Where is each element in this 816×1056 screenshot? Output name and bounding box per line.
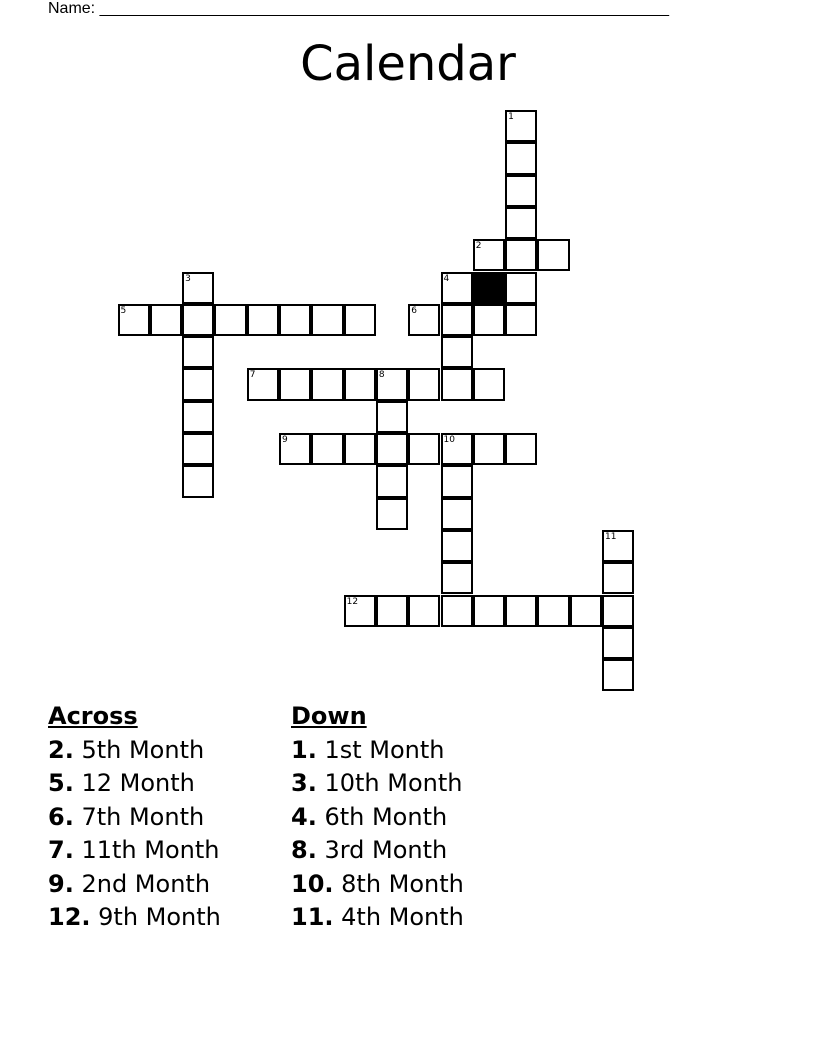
crossword-cell[interactable] bbox=[408, 595, 440, 627]
clue-text: 5th Month bbox=[73, 735, 205, 764]
crossword-cell[interactable] bbox=[214, 304, 246, 336]
clue-number-label: 3 bbox=[185, 273, 191, 284]
clue-number: 9. bbox=[48, 869, 74, 898]
across-clue bbox=[48, 868, 221, 902]
clue-number-label: 1 bbox=[508, 112, 514, 122]
clue-number-label: 10 bbox=[443, 435, 455, 445]
crossword-cell[interactable] bbox=[441, 530, 473, 562]
crossword-cell[interactable] bbox=[602, 659, 634, 691]
clue-text: 6th Month bbox=[316, 802, 448, 831]
across-clues bbox=[48, 700, 221, 935]
crossword-cell[interactable] bbox=[537, 239, 569, 271]
crossword-cell[interactable] bbox=[537, 595, 569, 627]
crossword-cell[interactable] bbox=[376, 401, 408, 433]
crossword-cell[interactable] bbox=[311, 304, 343, 336]
crossword-cell[interactable] bbox=[408, 304, 440, 336]
clue-text: 11th Month bbox=[73, 836, 220, 864]
down-heading: Down bbox=[291, 702, 367, 730]
clue-text: 2nd Month bbox=[73, 869, 211, 898]
crossword-cell[interactable] bbox=[602, 562, 634, 594]
clue-text: 4th Month bbox=[333, 903, 464, 931]
crossword-cell[interactable] bbox=[311, 433, 343, 465]
clue-number-label: 11 bbox=[605, 531, 617, 542]
clue-number: 6. bbox=[48, 802, 74, 831]
crossword-cell[interactable] bbox=[344, 595, 376, 627]
crossword-cell[interactable] bbox=[505, 239, 537, 271]
crossword-cell[interactable] bbox=[376, 368, 408, 400]
clue-text: 10th Month bbox=[316, 769, 463, 797]
crossword-cell[interactable] bbox=[505, 304, 537, 336]
crossword-cell[interactable] bbox=[473, 595, 505, 627]
crossword-cell[interactable] bbox=[441, 272, 473, 304]
crossword-cell[interactable] bbox=[247, 304, 279, 336]
clue-number-label: 12 bbox=[346, 596, 359, 607]
crossword-cell[interactable] bbox=[344, 433, 376, 465]
crossword-cell[interactable] bbox=[473, 304, 505, 336]
crossword-cell[interactable] bbox=[602, 627, 634, 659]
across-clue bbox=[48, 801, 221, 835]
crossword-cell[interactable] bbox=[182, 272, 214, 304]
across-clue bbox=[48, 767, 221, 801]
down-clue bbox=[291, 801, 464, 835]
down-clue bbox=[291, 868, 464, 902]
clue-number-label: 6 bbox=[411, 305, 417, 316]
clue-text: 1st Month bbox=[316, 735, 445, 764]
clue-number: 3. bbox=[291, 769, 317, 797]
crossword-cell[interactable] bbox=[376, 595, 408, 627]
crossword-cell[interactable] bbox=[118, 304, 150, 336]
clue-number: 4. bbox=[291, 802, 317, 831]
crossword-cell[interactable] bbox=[182, 433, 214, 465]
clue-number: 5. bbox=[48, 769, 74, 797]
clue-number-label: 2 bbox=[475, 241, 482, 252]
clue-number-label: 5 bbox=[120, 305, 127, 316]
crossword-cell[interactable] bbox=[376, 433, 408, 465]
crossword-cell[interactable] bbox=[505, 595, 537, 627]
clue-number: 12. bbox=[48, 903, 91, 931]
clue-text: 12 Month bbox=[73, 769, 195, 797]
clue-number: 8. bbox=[291, 836, 317, 864]
crossword-cell[interactable] bbox=[570, 595, 602, 627]
crossword-cell[interactable] bbox=[182, 304, 214, 336]
crossword-cell[interactable] bbox=[441, 433, 473, 465]
across-heading: Across bbox=[48, 702, 138, 730]
crossword-cell[interactable] bbox=[441, 595, 473, 627]
crossword-cell[interactable] bbox=[408, 433, 440, 465]
clue-number-label: 9 bbox=[282, 435, 288, 445]
crossword-cell[interactable] bbox=[473, 368, 505, 400]
crossword-cell[interactable] bbox=[602, 595, 634, 627]
crossword-cell[interactable] bbox=[150, 304, 182, 336]
crossword-cell[interactable] bbox=[279, 433, 311, 465]
clue-number: 10. bbox=[291, 869, 334, 898]
crossword-cell[interactable] bbox=[311, 368, 343, 400]
crossword-cell[interactable] bbox=[441, 304, 473, 336]
crossword-cell[interactable] bbox=[505, 110, 537, 142]
crossword-cell[interactable] bbox=[441, 498, 473, 530]
crossword-cell[interactable] bbox=[505, 207, 537, 239]
crossword-cell[interactable] bbox=[279, 304, 311, 336]
down-clue bbox=[291, 901, 464, 935]
crossword-cell[interactable] bbox=[182, 368, 214, 400]
page-title: Calendar bbox=[300, 36, 516, 92]
clue-text: 8th Month bbox=[333, 869, 464, 898]
clue-number: 11. bbox=[291, 903, 334, 931]
across-clue bbox=[48, 834, 221, 868]
clue-number: 2. bbox=[48, 735, 74, 764]
down-clue bbox=[291, 734, 464, 768]
crossword-cell[interactable] bbox=[247, 368, 279, 400]
name-field-label: Name: ________________________________________________________________ bbox=[48, 0, 670, 17]
crossword-cell[interactable] bbox=[602, 530, 634, 562]
down-clue bbox=[291, 767, 464, 801]
crossword-cell[interactable] bbox=[182, 401, 214, 433]
crossword-cell[interactable] bbox=[505, 142, 537, 174]
crossword-cell[interactable] bbox=[441, 562, 473, 594]
crossword-cell[interactable] bbox=[505, 433, 537, 465]
crossword-cell[interactable] bbox=[473, 433, 505, 465]
crossword-cell[interactable] bbox=[408, 368, 440, 400]
clue-number-label: 7 bbox=[249, 370, 256, 381]
down-clues bbox=[291, 700, 464, 935]
clue-number-label: 4 bbox=[443, 273, 450, 284]
crossword-cell[interactable] bbox=[473, 239, 505, 271]
clue-text: 3rd Month bbox=[316, 836, 448, 864]
clue-number: 7. bbox=[48, 836, 74, 864]
crossword-cell[interactable] bbox=[344, 304, 376, 336]
across-clue bbox=[48, 734, 221, 768]
crossword-cell[interactable] bbox=[441, 368, 473, 400]
crossword-cell[interactable] bbox=[376, 465, 408, 497]
crossword-cell[interactable] bbox=[505, 272, 537, 304]
crossword-cell[interactable] bbox=[182, 465, 214, 497]
crossword-cell[interactable] bbox=[505, 175, 537, 207]
crossword-block bbox=[473, 272, 505, 304]
crossword-cell[interactable] bbox=[376, 498, 408, 530]
across-clue bbox=[48, 901, 221, 935]
crossword-cell[interactable] bbox=[441, 336, 473, 368]
crossword-cell[interactable] bbox=[182, 336, 214, 368]
crossword-cell[interactable] bbox=[441, 465, 473, 497]
crossword-cell[interactable] bbox=[279, 368, 311, 400]
clue-number-label: 8 bbox=[378, 370, 385, 381]
down-clue bbox=[291, 834, 464, 868]
clue-text: 9th Month bbox=[90, 903, 221, 931]
clue-text: 7th Month bbox=[73, 802, 205, 831]
clue-number: 1. bbox=[291, 735, 317, 764]
crossword-cell[interactable] bbox=[344, 368, 376, 400]
